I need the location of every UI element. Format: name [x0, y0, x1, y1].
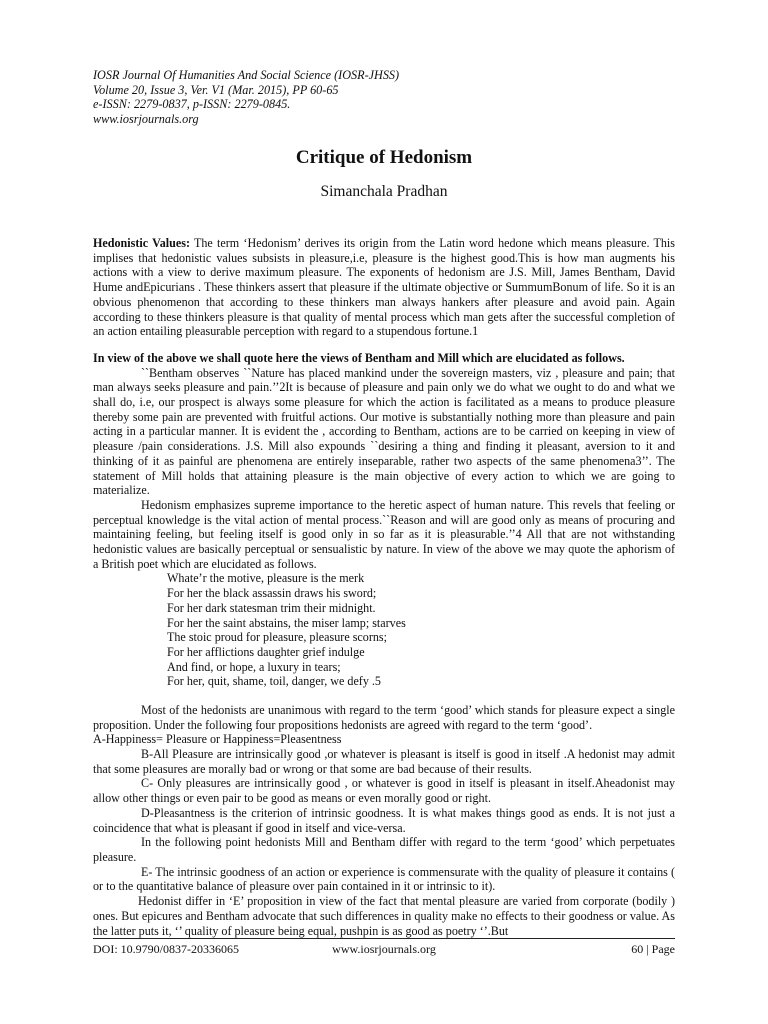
proposition-a: A-Happiness= Pleasure or Happiness=Pleasentness	[93, 732, 342, 747]
bold-intro: In view of the above we shall quote here the views of Bentham and Mill which are elucidated as follows.	[93, 350, 625, 365]
poem-line: For her the black assassin draws his sword;	[167, 586, 377, 601]
journal-header	[93, 68, 399, 126]
proposition-d: D-Pleasantness is the criterion of intrinsic goodness. It is what makes things good as ends. It is not just a coincidence that what is pleasant if good in itself and vice-versa.	[93, 805, 675, 835]
footer-url: www.iosrjournals.org	[332, 942, 436, 956]
paragraph-heretic: Hedonism emphasizes supreme importance to the heretic aspect of human nature. This revels that feeling or perceptual knowledge is the vital action of mental process.``Reason and will are good only as means of procuring and maintaining feeling, but feeling itself is good only in so far as it is pleasurable.’’4 All that are not withstanding hedonistic values are basically perceptual or sensualistic by nature. In view of the above we may quote the aphorism of a British poet which are elucidated as follows.	[93, 497, 675, 571]
section-label: Hedonistic Values:	[93, 236, 190, 250]
paragraph-last: Hedonist differ in ‘E’ proposition in view of the fact that mental pleasure are varied from corporate (bodily ) ones. But epicures and Bentham advocate that such differences in quality make no effects to their goodness or value. As the latter puts it, ‘’ quality of pleasure being equal, pushpin is as good as poetry ‘’.But	[93, 894, 675, 938]
proposition-e: E- The intrinsic goodness of an action or experience is commensurate with the quality of pleasure it contains ( or to the quantitative balance of pleasure over pain contained in it or intrinsic to it).	[93, 864, 675, 894]
poem-quote	[93, 571, 675, 689]
poem-line: The stoic proud for pleasure, pleasure scorns;	[167, 630, 387, 645]
poem-line: For her the saint abstains, the miser lamp; starves	[167, 615, 406, 630]
journal-issn: e-ISSN: 2279-0837, p-ISSN: 2279-0845.	[93, 97, 291, 111]
footer-page-number: 60 | Page	[631, 942, 675, 956]
poem-line: For her dark statesman trim their midnight.	[167, 600, 376, 615]
paragraph-unanimous: Most of the hedonists are unanimous with regard to the term ‘good’ which stands for pleasure expect a single proposition. Under the following four propositions hedonists are agreed with regard to the term ‘good’.	[93, 702, 675, 732]
poem-line: For her afflictions daughter grief indulge	[167, 644, 365, 659]
article-body	[93, 236, 675, 938]
journal-name: IOSR Journal Of Humanities And Social Science (IOSR-JHSS)	[93, 68, 400, 82]
paragraph-hedonistic-values	[93, 236, 675, 339]
poem-line: Whate’r the motive, pleasure is the merk	[167, 571, 365, 586]
journal-website: www.iosrjournals.org	[93, 111, 199, 126]
footer-divider	[93, 938, 675, 939]
proposition-b: B-All Pleasure are intrinsically good ,or whatever is pleasant is itself is good in itself .A hedonist may admit that some pleasures are morally bad or wrong or that some are bad because of their results.	[93, 747, 675, 776]
paragraph-text: The term ‘Hedonism’ derives its origin from the Latin word hedone which means pleasure. This implises that hedonistic values subsists in pleasure,i.e, pleasure is the highest good.This is how man augments his actions with a view to derive maximum pleasure. The exponents of hedonism are J.S. Mill, James Bentham, David Hume andEpicurians . These thinkers assert that pleasure if the ultimate objective or SummumBonum of life. So it is an obvious phenomenon that according to these thinkers man always hankers after pleasure and avoid pain. Again according to these thinkers pleasure is that quality of mental process which man gets after the successful completion of an action entailing pleasurable perception with regard to a stupendous fortune.1	[93, 236, 676, 339]
journal-volume: Volume 20, Issue 3, Ver. V1 (Mar. 2015), PP 60-65	[93, 82, 339, 97]
poem-line: And find, or hope, a luxury in tears;	[167, 659, 341, 674]
page-footer	[93, 942, 675, 958]
footer-doi: DOI: 10.9790/0837-20336065	[93, 942, 239, 956]
paragraph-bentham: ``Bentham observes ``Nature has placed mankind under the sovereign masters, viz , pleasure and pain; that man always seeks pleasure and pain.’’2It is because of pleasure and pain only we do what we ought to do and what we shall do, i.e, our prospect is always some pleasure for which the action is facilitated as a means to produce pleasure thereby some pain are prevented with fruitful actions. Our motive is substantially nothing more than pleasure and pain acting in a particular manner. It is evident the , according to Bentham, actions are to be carried on keeping in view of pleasure /pain considerations. J.S. Mill also expounds ``desiring a thing and finding it pleasant, aversion to it and thinking of it as painful are phenomena are entirely inseparable, rather two aspects of the same phenomena3’’. The statement of Mill holds that attaining pleasure is the main objective of every action to which we are going to materialize.	[93, 365, 675, 498]
paragraph-differ: In the following point hedonists Mill and Bentham differ with regard to the term ‘good’ which perpetuates pleasure.	[93, 835, 675, 864]
article-title: Critique of Hedonism	[295, 147, 473, 168]
proposition-c: C- Only pleasures are intrinsically good , or whatever is good in itself is pleasant in itself.Aheadonist may allow other things or even pair to be good as means or even morally good or right.	[93, 776, 675, 806]
poem-line: For her, quit, shame, toil, danger, we defy .5	[167, 674, 381, 689]
article-author: Simanchala Pradhan	[320, 183, 448, 200]
